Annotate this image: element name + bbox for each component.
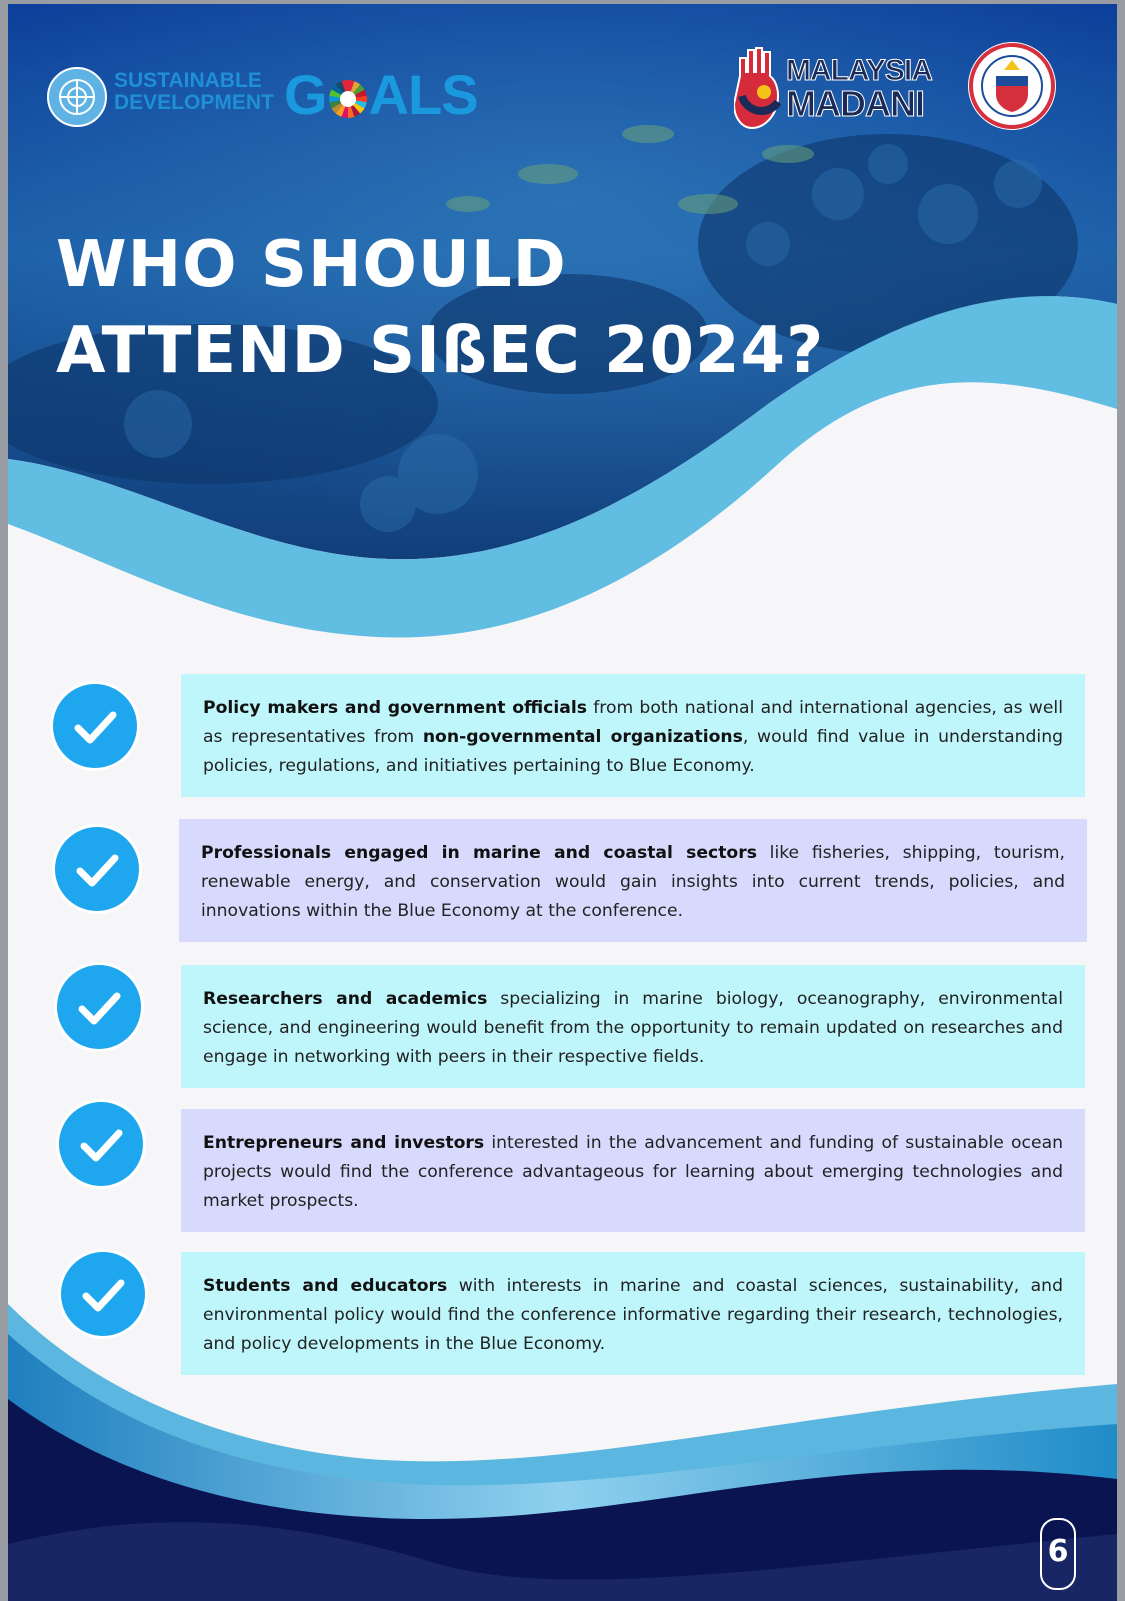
audience-card-policy-makers bbox=[181, 674, 1085, 797]
goals-rest: ALS bbox=[368, 63, 478, 126]
card-highlight: Professionals engaged in marine and coastal sectors bbox=[201, 843, 757, 863]
card-highlight: Students and educators bbox=[203, 1276, 448, 1296]
card-body: specializing in marine biology, oceanography, environmental science, and engineering would benefit from the opportunity to remain updated on researches and engage in networking with peers in their respective fields. bbox=[203, 989, 1063, 1067]
card-text bbox=[203, 1133, 1063, 1211]
card-highlight: Policy makers and government officials bbox=[203, 698, 587, 718]
goals-g: G bbox=[284, 63, 327, 126]
card-text bbox=[203, 989, 1063, 1067]
check-circle-icon bbox=[56, 1099, 146, 1189]
card-body: with interests in marine and coastal sciences, sustainability, and environmental policy would find the conference informative regarding their research, technologies, and policy developments in the Blue Economy. bbox=[203, 1276, 1063, 1354]
audience-card-students bbox=[181, 1252, 1085, 1375]
check-circle-icon bbox=[50, 681, 140, 771]
title-line-1: WHO SHOULD bbox=[56, 228, 567, 302]
card-body: , would find value in understanding policies, regulations, and initiatives pertaining to Blue Economy. bbox=[203, 727, 1064, 776]
card-highlight: non-governmental organizations bbox=[422, 727, 743, 747]
audience-card-researchers bbox=[181, 965, 1085, 1088]
sdg-logo bbox=[46, 63, 486, 130]
check-circle-icon bbox=[52, 824, 142, 914]
sdg-goals-wordmark bbox=[284, 62, 478, 127]
un-emblem-icon bbox=[46, 66, 108, 128]
sdg-line-2: DEVELOPMENT bbox=[114, 91, 274, 114]
madani-line-2: MADANI bbox=[786, 83, 924, 124]
card-body: from both national and international agencies, as well as representatives from bbox=[203, 698, 1063, 747]
card-body: interested in the advancement and funding of sustainable ocean projects would find the conference advantageous for learning about emerging technologies and market prospects. bbox=[203, 1133, 1063, 1211]
card-text bbox=[203, 1276, 1063, 1354]
madani-hand-icon bbox=[734, 46, 790, 130]
page-number: 6 bbox=[1040, 1518, 1076, 1590]
card-text bbox=[201, 843, 1065, 921]
card-text bbox=[203, 698, 1063, 776]
audience-card-entrepreneurs bbox=[181, 1109, 1085, 1232]
madani-line-1: MALAYSIA bbox=[786, 54, 932, 87]
sdg-color-wheel-icon bbox=[329, 80, 367, 118]
card-body: like fisheries, shipping, tourism, renewable energy, and conservation would gain insights into current trends, policies, and innovations within the Blue Economy at the conference. bbox=[201, 843, 1065, 921]
poster-page bbox=[8, 4, 1117, 1601]
card-highlight: Researchers and academics bbox=[203, 989, 488, 1009]
sdg-wordmark bbox=[114, 70, 274, 114]
check-circle-icon bbox=[54, 962, 144, 1052]
card-highlight: Entrepreneurs and investors bbox=[203, 1133, 485, 1153]
check-circle-icon bbox=[58, 1249, 148, 1339]
sdg-line-1: SUSTAINABLE bbox=[114, 69, 262, 92]
sabah-emblem-icon bbox=[966, 40, 1058, 132]
title-line-2: ATTEND SIßEC 2024? bbox=[56, 314, 825, 388]
malaysia-madani-logo bbox=[734, 46, 944, 132]
page-title bbox=[56, 222, 824, 394]
madani-wordmark bbox=[786, 56, 932, 122]
audience-card-professionals bbox=[179, 819, 1087, 942]
